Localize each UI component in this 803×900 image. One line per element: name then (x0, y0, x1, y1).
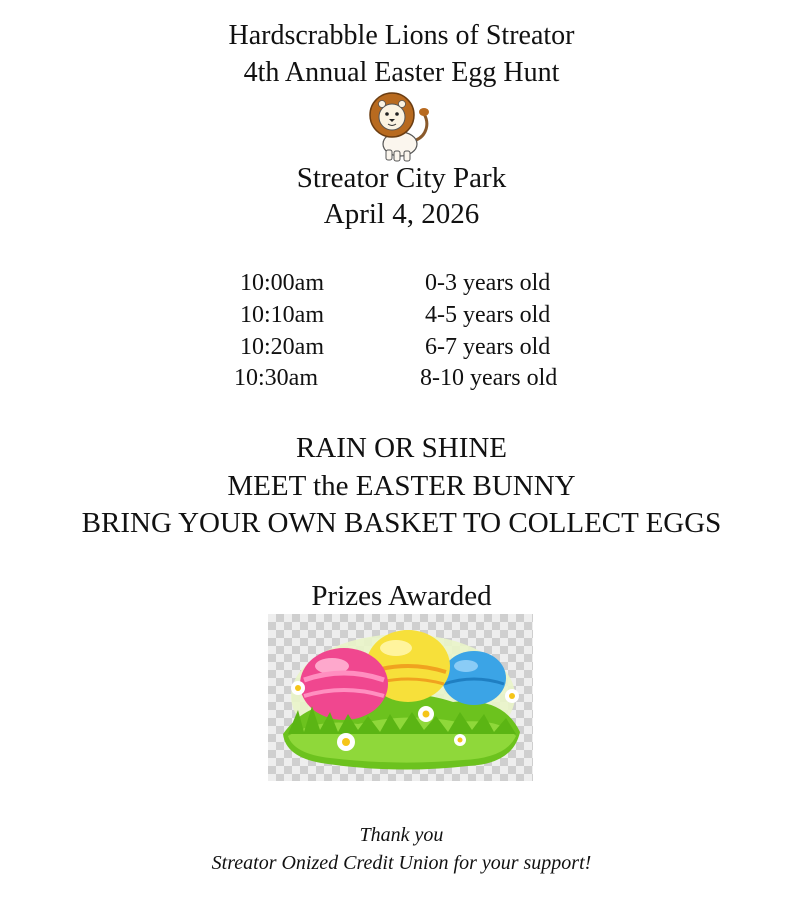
schedule-ages: 0-3 years old (425, 270, 551, 296)
easter-eggs-in-grass-icon (268, 614, 533, 781)
title-club: Hardscrabble Lions of Streator (228, 20, 575, 51)
event-date: April 4, 2026 (323, 198, 480, 230)
schedule-time: 10:10am (240, 302, 324, 328)
schedule-time: 10:30am (234, 365, 318, 391)
sponsor-text: Streator Onized Credit Union for your support! (211, 852, 592, 874)
schedule-ages: 8-10 years old (420, 365, 558, 391)
announcement-rain-or-shine: RAIN OR SHINE (295, 432, 508, 464)
thank-you-text: Thank you (359, 824, 444, 846)
schedule-ages: 6-7 years old (425, 334, 551, 360)
lion-mascot-icon (364, 90, 438, 162)
title-event: 4th Annual Easter Egg Hunt (243, 57, 560, 88)
announcement-bring-basket: BRING YOUR OWN BASKET TO COLLECT EGGS (81, 507, 722, 539)
schedule-ages: 4-5 years old (425, 302, 551, 328)
prizes-label: Prizes Awarded (311, 580, 492, 612)
announcement-easter-bunny: MEET the EASTER BUNNY (227, 470, 576, 502)
event-location: Streator City Park (296, 162, 507, 194)
schedule-time: 10:20am (240, 334, 324, 360)
schedule-time: 10:00am (240, 270, 324, 296)
